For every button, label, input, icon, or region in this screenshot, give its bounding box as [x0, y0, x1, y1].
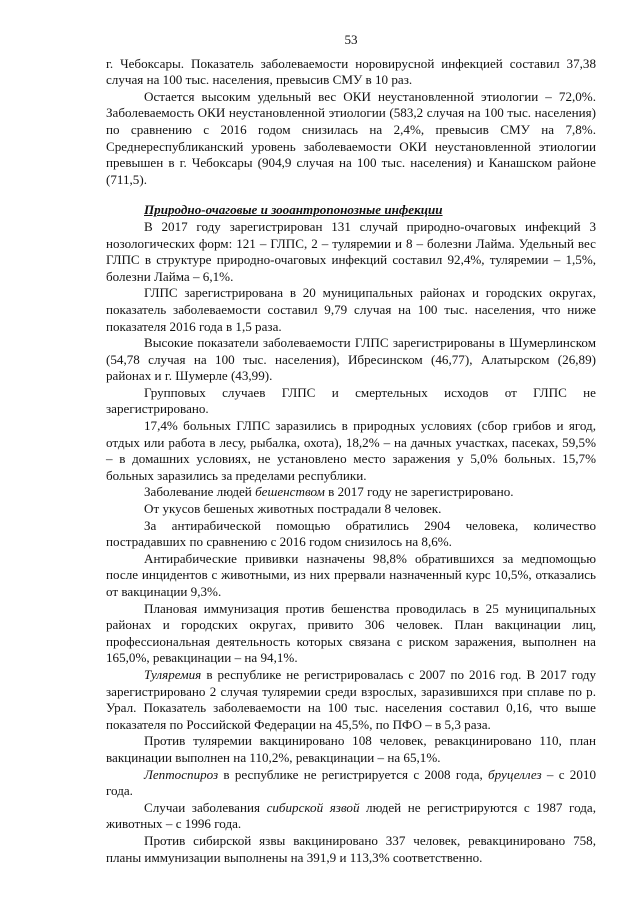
paragraph-rabid-bites: От укусов бешеных животных пострадали 8 человек. [144, 501, 442, 517]
paragraph-glps-high-rates: Высокие показатели заболеваемости ГЛПС зарегистрированы в Шумерлинском (54,78 случая на 100 тыс. населения), Ибресинском (46,77), Алатырском (26,89) районах и г. Шумерле (43,99). [106, 335, 596, 384]
paragraph-tularemia-vaccination: Против туляремии вакцинировано 108 человек, ревакцинировано 110, план вакцинации выполнен на 110,2%, ревакцинации – на 65,1%. [106, 733, 596, 765]
term-anthrax: сибирской язвой [266, 799, 360, 815]
paragraph-tularemia [106, 667, 596, 733]
section-heading: Природно-очаговые и зооантропонозные инфекции [144, 202, 443, 218]
text-run: в 2017 году не зарегистрировано. [324, 484, 514, 500]
paragraph-leptospirosis-brucellosis [106, 767, 596, 800]
paragraph-oki-unknown-etiology: Остается высоким удельный вес ОКИ неустановленной этиологии – 72,0%. Заболеваемость ОКИ неустановленной этиологии (583,2 случая на 100 тыс. населения) по сравнению с 2016 годом снизилась на 2,4%, превысив СМУ на 7,8%. Среднереспубликанский уровень заболеваемости ОКИ неустановленной этиологии превышен в г. Чебоксары (904,9 случая на 100 тыс. населения) и Канашском районе (711,5). [106, 88, 596, 187]
document-page [106, 32, 596, 866]
page-number: 53 [344, 32, 358, 47]
paragraph-anthrax-vaccination: Против сибирской язвы вакцинировано 337 человек, ревакцинировано 758, планы иммунизации выполнены на 391,9 и 113,3% соответственно. [106, 832, 596, 865]
paragraph-planned-immunization: Плановая иммунизация против бешенства проводилась в 25 муниципальных районах и городских округах, привито 306 человек. План вакцинации лиц, профессиональная деятельность которых связана с риском заражения, выполнен на 165,0%, ревакцинации – на 94,1%. [106, 600, 596, 666]
paragraph-anthrax-cases [106, 800, 596, 833]
text-run: в республике не регистрируется с 2008 года, [218, 766, 489, 782]
term-brucellosis: бруцеллез [488, 766, 542, 782]
term-rabies: бешенством [255, 484, 325, 500]
paragraph-rabies-cases [106, 484, 596, 501]
paragraph-natural-focal-summary: В 2017 году зарегистрирован 131 случай природно-очаговых инфекций 3 нозологических форм: 121 – ГЛПС, 2 – туляремии и 8 – болезни Лайма. Удельный вес ГЛПС в структуре природно-очаговых инфекций составил 92,4%, туляремии – 1,5%, болезни Лайма – 6,1%. [106, 218, 596, 284]
text-run: людей не регистрируются с 1987 года, животных – с 1996 года. [106, 799, 596, 832]
text-run: – с 2010 года. [106, 766, 596, 799]
paragraph-glps-districts: ГЛПС зарегистрирована в 20 муниципальных районах и городских округах, показатель заболеваемости составил 9,79 случая на 100 тыс. населения, что ниже показателя 2016 года в 1,5 раза. [106, 285, 596, 334]
term-tularemia: Туляремия [144, 666, 202, 682]
text-run: Случаи заболевания [144, 799, 267, 815]
paragraph-antirabies-vaccination: Антирабические прививки назначены 98,8% обратившихся за медпомощью после инцидентов с животными, из них прервали назначенный курс 10,5%, отказались от вакцинации 9,3%. [106, 550, 596, 599]
paragraph-glps-no-group-cases: Групповых случаев ГЛПС и смертельных исходов от ГЛПС не зарегистрировано. [106, 384, 596, 417]
paragraph-antirabies-help: За антирабической помощью обратились 2904 человека, количество пострадавших по сравнению с 2016 годом снизилось на 8,6%. [106, 517, 596, 550]
text-run: в республике не регистрировалась с 2007 по 2016 год. В 2017 году зарегистрировано 2 случая туляремии среди взрослых, заразившихся при сплаве по р. Урал. Показатель заболеваемости на 100 тыс. населения составил 0,16, что выше показателя по Российской Федерации на 45,5%, по ПФО – в 5,3 раза. [106, 666, 596, 732]
term-leptospirosis: Лептоспироз [144, 766, 219, 782]
paragraph-norovirus-continued: г. Чебоксары. Показатель заболеваемости норовирусной инфекцией составил 37,38 случая на 100 тыс. населения, превысив СМУ в 10 раз. [106, 55, 596, 88]
paragraph-glps-infection-places: 17,4% больных ГЛПС заразились в природных условиях (сбор грибов и ягод, отдых или работа в лесу, рыбалка, охота), 18,2% – на дачных участках, пасеках, 59,5% – в домашних условиях, не установлено место заражения у 5,0% больных. 15,7% больных заразились за пределами республики. [106, 418, 596, 483]
text-run: Заболевание людей [144, 484, 256, 500]
